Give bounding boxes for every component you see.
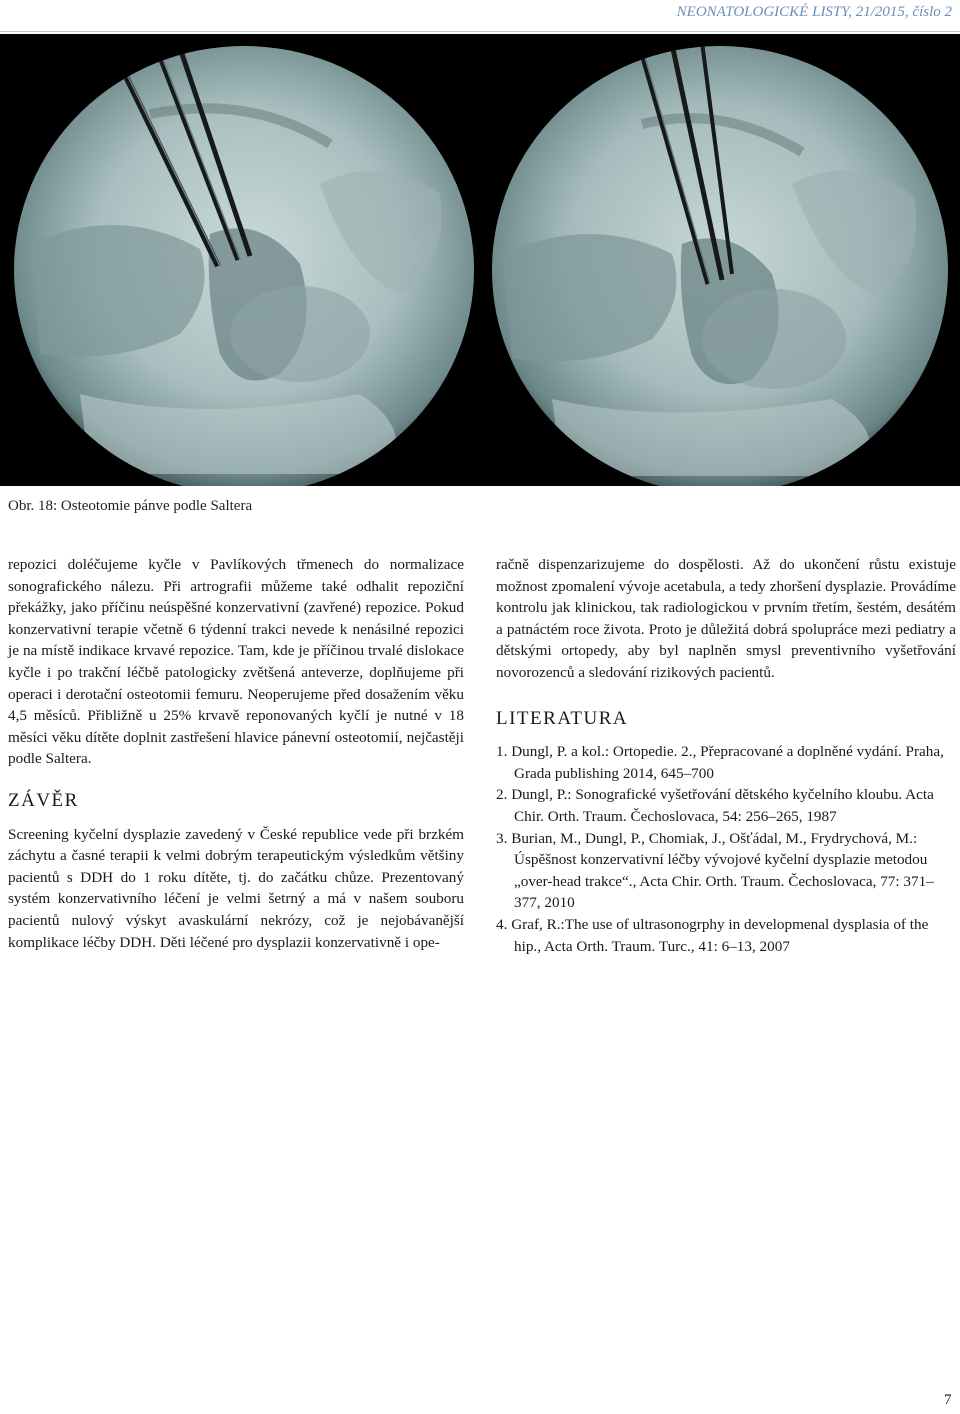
reference-item: 4. Graf, R.:The use of ultrasonogrphy in developmenal dysplasia of the hip., Acta Orth. Traum. Turc., 41: 6–13, 2007 bbox=[496, 915, 929, 955]
xray-image-right bbox=[482, 34, 960, 486]
reference-item: 3. Burian, M., Dungl, P., Chomiak, J., Ošťádal, M., Frydrychová, M.: Úspěšnost konzervativní léčby vývojové kyčelní dysplazie metodou „over-head trakce“., Acta Chir. Orth. Traum. Čechoslovaca, 77: 371–377, 2010 bbox=[496, 829, 934, 912]
reference-item: 1. Dungl, P. a kol.: Ortopedie. 2., Přepracované a doplněné vydání. Praha, Grada publishing 2014, 645–700 bbox=[496, 743, 944, 782]
figure-xray-pair bbox=[0, 34, 960, 486]
running-header: NEONATOLOGICKÉ LISTY, 21/2015, číslo 2 bbox=[676, 4, 952, 20]
left-column bbox=[8, 554, 464, 953]
section-title-literatura: LITERATURA bbox=[496, 707, 629, 729]
body-paragraph: repozici doléčujeme kyčle v Pavlíkových třmenech do normalizace sonografického nálezu. Při artrografii můžeme také odhalit repoziční překážky, jako příčinu neúspěšné konzervativní (zavřené) repozice. Pokud konzervativní terapie včetně 6 týdenní trakci nevede k nenásilné repozici je na místě indikace krvavé repozice. Tam, kde je příčinou trvalé dislokace kyčle i po trakční léčbě patologicky zvětšená anteverze, doplňujeme při operaci i derotační osteotomii femuru. Neoperujeme před dosažením věku 4,5 měsíců. Přibližně u 25% krvavě reponovaných kyčlí je nutné v 18 měsíci věku dítěte doplnit zastřešení hlavice pánevní osteotomií, nejčastěji podle Saltera. bbox=[8, 556, 464, 768]
reference-item: 2. Dungl, P.: Sonografické vyšetřování dětského kyčelního kloubu. Acta Chir. Orth. Traum. Čechoslovaca, 54: 256–265, 1987 bbox=[496, 786, 934, 825]
right-column bbox=[496, 554, 956, 957]
header-rule bbox=[0, 31, 960, 32]
body-paragraph: račně dispenzarizujeme do dospělosti. Až do ukončení růstu existuje možnost zpomalení vývoje acetabula, a tedy zhoršení dysplazie. Provádíme kontrolu jak klinickou, tak radiologickou v prvním třetím, šestém, desátém a patnáctém roce života. Proto je důležitá dobrá spolupráce mezi pediatry a dětskými ortopedy, aby byl naplněn smysl preventivního vyšetřování novorozenců a sledování rizikových pacientů. bbox=[496, 556, 956, 681]
reference-list bbox=[496, 741, 956, 957]
page-number: 7 bbox=[944, 1392, 952, 1408]
xray-image-left bbox=[0, 34, 478, 486]
figure-caption: Obr. 18: Osteotomie pánve podle Saltera bbox=[8, 498, 253, 514]
section-title-zaver: ZÁVĚR bbox=[8, 789, 79, 811]
body-paragraph: Screening kyčelní dysplazie zavedený v České republice vede při brzkém záchytu a časné terapii k velmi dobrým terapeutickým výsledkům většiny pacientů s DDH do 1 roku dítěte, tj. do začátku chůze. Prezentovaný systém konzervativního léčení je velmi šetrný a má v našem souboru pacientů nulový výskyt avaskulární nekrózy, což je nejobávanější komplikace léčby DDH. Děti léčené pro dysplazii konzervativně i ope- bbox=[8, 825, 464, 951]
